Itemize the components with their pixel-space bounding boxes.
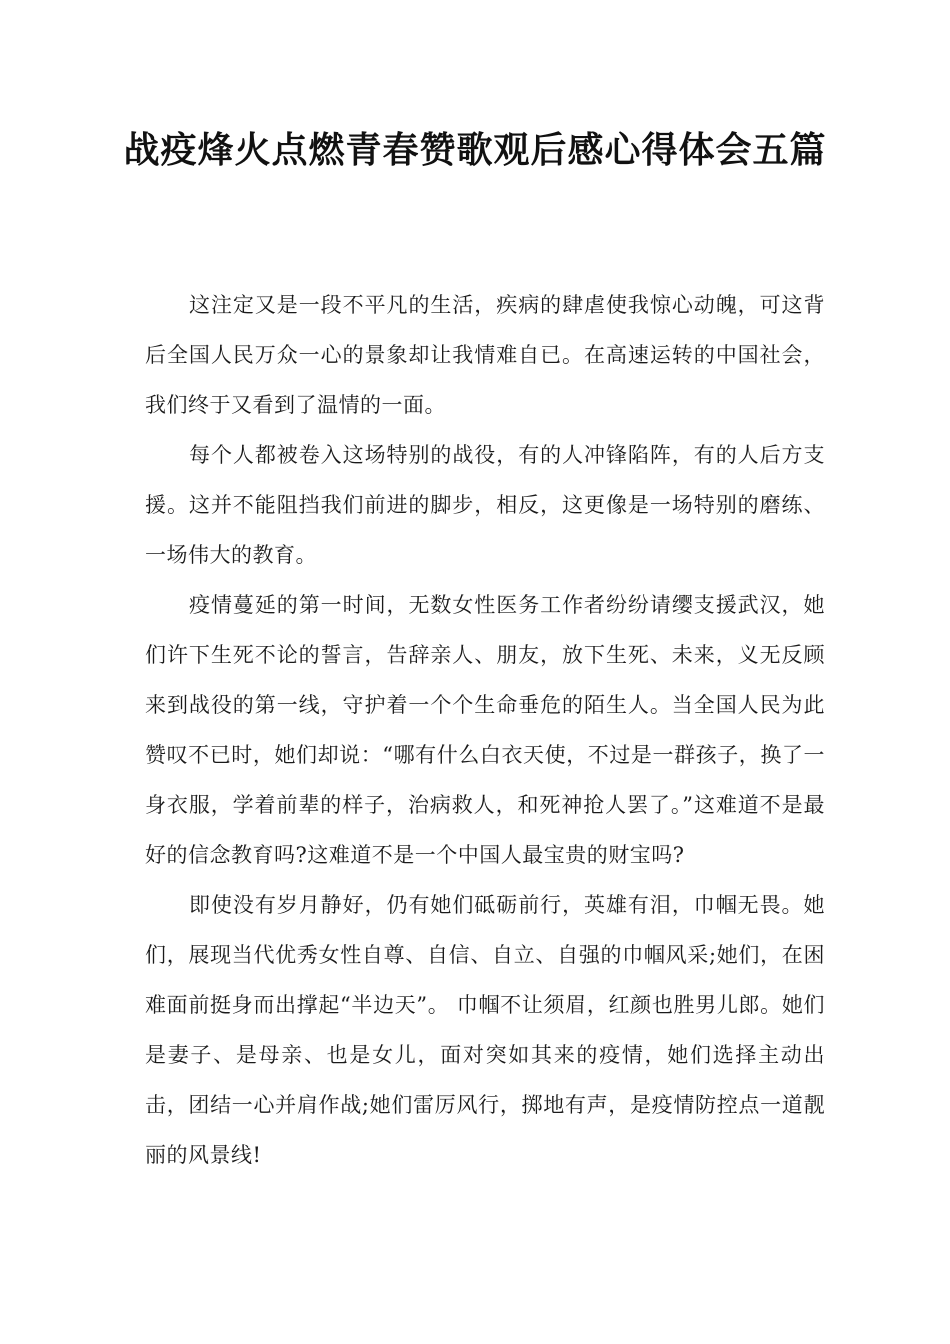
paragraph-4: 即使没有岁月静好，仍有她们砥砺前行，英雄有泪，巾帼无畏。她们，展现当代优秀女性自尊、自信、自立、自强的巾帼风采;她们，在困难面前挺身而出撑起“半边天”。 巾帼不让须眉，红颜也胜男儿郎。她们是妻子、是母亲、也是女儿，面对突如其来的疫情，她们选择主动出击，团结一心并肩作战;她们雷厉风行，掷地有声，是疫情防控点一道靓丽的风景线!	[145, 893, 825, 1167]
document-body	[145, 280, 825, 1180]
paragraph-3: 疫情蔓延的第一时间，无数女性医务工作者纷纷请缨支援武汉，她们许下生死不论的誓言，告辞亲人、朋友，放下生死、未来，义无反顾来到战役的第一线，守护着一个个生命垂危的陌生人。当全国人民为此赞叹不已时，她们却说：“哪有什么白衣天使，不过是一群孩子，换了一身衣服，学着前辈的样子，治病救人，和死神抢人罢了。”这难道不是最好的信念教育吗?这难道不是一个中国人最宝贵的财宝吗?	[145, 593, 825, 867]
paragraph-2: 每个人都被卷入这场特别的战役，有的人冲锋陷阵，有的人后方支援。这并不能阻挡我们前进的脚步，相反，这更像是一场特别的磨练、一场伟大的教育。	[145, 443, 825, 567]
paragraph-1: 这注定又是一段不平凡的生活，疾病的肆虐使我惊心动魄，可这背后全国人民万众一心的景象却让我情难自已。在高速运转的中国社会，我们终于又看到了温情的一面。	[145, 293, 825, 417]
document-title: 战疫烽火点燃青春赞歌观后感心得体会五篇	[123, 130, 827, 171]
